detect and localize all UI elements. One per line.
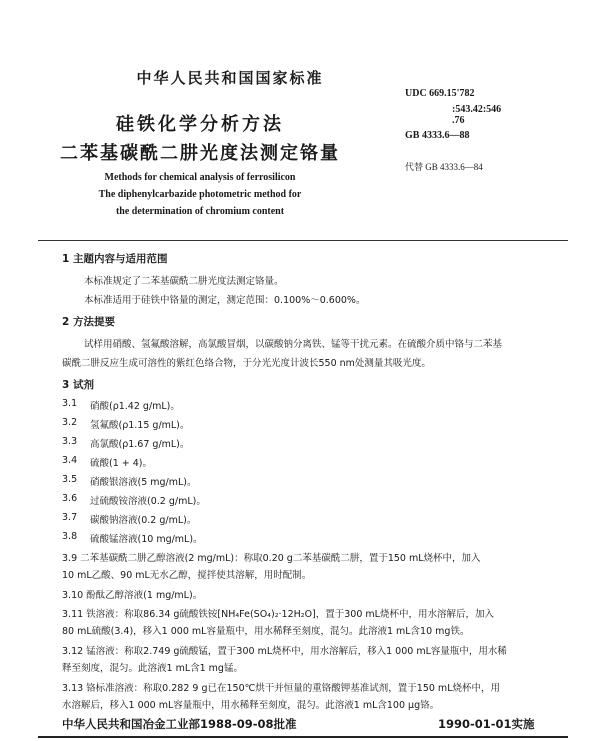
- udc-line3: .76: [452, 115, 465, 126]
- reagent-3-1-text: 硝酸(ρ1.42 g/mL)。: [90, 401, 180, 412]
- reagent-3-7-text: 碳酸钠溶液(0.2 g/mL)。: [90, 515, 197, 526]
- replaces-note: 代替 GB 4333.6—84: [405, 162, 483, 172]
- gb-code: GB 4333.6—88: [405, 130, 470, 141]
- section-1-para-2: 本标准适用于硅铁中铬量的测定，测定范围：0.100%～0.600%。: [84, 295, 366, 306]
- reagent-3-12-line1: 3.12 锰溶液：称取2.749 g硫酸锰，置于300 mL烧杯中，用水溶解后，移入1 000 mL容量瓶中，用水稀: [62, 646, 507, 657]
- reagent-3-6-num: 3.6: [62, 493, 78, 504]
- section-3-heading: 3 试剂: [62, 379, 94, 391]
- reagent-3-8-num: 3.8: [62, 531, 78, 542]
- reagent-3-2-text: 氢氟酸(ρ1.15 g/mL)。: [90, 420, 190, 431]
- udc-line1: UDC 669.15'782: [405, 88, 475, 99]
- reagent-3-13-line2: 水溶解后，移入1 000 mL容量瓶中，用水稀释至刻度，混匀。此溶液1 mL含100 μg铬。: [62, 700, 440, 711]
- reagent-3-5-num: 3.5: [62, 474, 78, 485]
- reagent-3-4-num: 3.4: [62, 455, 78, 466]
- title-en-line3: the determination of chromium content: [115, 206, 285, 217]
- footer-rule: [38, 736, 568, 738]
- section-2-heading: 2 方法提要: [62, 316, 115, 328]
- reagent-3-9-line1: 3.9 二苯基碳酰二肼乙醇溶液(2 mg/mL)：称取0.20 g二苯基碳酰二肼，置于150 mL烧杯中，加入: [62, 553, 481, 564]
- section-1-para-1: 本标准规定了二苯基碳酰二肼光度法测定铬量。: [84, 276, 284, 287]
- reagent-3-2-num: 3.2: [62, 417, 78, 428]
- section-1-heading: 1 主题内容与适用范围: [62, 253, 168, 265]
- title-cn-line2: 二苯基碳酰二肼光度法测定铬量: [60, 143, 340, 164]
- reagent-3-6-text: 过硫酸铵溶液(0.2 g/mL)。: [90, 496, 206, 507]
- reagent-3-1-num: 3.1: [62, 398, 78, 409]
- org-heading: 中华人民共和国国家标准: [136, 69, 324, 87]
- reagent-3-12-line2: 释至刻度，混匀。此溶液1 mL含1 mg锰。: [62, 663, 243, 674]
- reagent-3-3-text: 高氯酸(ρ1.67 g/mL)。: [90, 439, 190, 450]
- reagent-3-9-line2: 10 mL乙酸、90 mL无水乙醇，搅拌使其溶解，用时配制。: [62, 570, 312, 581]
- title-en-line1: Methods for chemical analysis of ferrosilicon: [104, 172, 296, 183]
- reagent-3-4-text: 硫酸(1 + 4)。: [90, 458, 153, 469]
- approval-note: 中华人民共和国冶金工业部1988-09-08批准: [62, 717, 297, 731]
- reagent-3-10: 3.10 酚酞乙醇溶液(1 mg/mL)。: [62, 590, 203, 601]
- reagent-3-3-num: 3.3: [62, 436, 78, 447]
- reagent-3-8-text: 硫酸锰溶液(10 mg/mL)。: [90, 534, 203, 545]
- reagent-3-11-line1: 3.11 铁溶液：称取86.34 g硫酸铁铵[NH₄Fe(SO₄)₂·12H₂O]，置于300 mL烧杯中，用水溶解后，加入: [62, 609, 494, 620]
- title-cn-line1: 硅铁化学分析方法: [116, 114, 284, 135]
- reagent-3-5-text: 硝酸银溶液(5 mg/mL)。: [90, 477, 197, 488]
- reagent-3-13-line1: 3.13 铬标准溶液：称取0.282 9 g已在150℃烘干并恒量的重铬酸钾基准试剂，置于150 mL烧杯中，用: [62, 683, 500, 694]
- implementation-date: 1990-01-01实施: [438, 717, 535, 731]
- udc-line2: :543.42:546: [452, 104, 502, 115]
- header-rule: [38, 240, 568, 241]
- section-2-para-2: 碳酰二肼反应生成可溶性的紫红色络合物，于分光光度计波长550 nm处测量其吸光度。: [62, 358, 431, 369]
- reagent-3-11-line2: 80 mL硫酸(3.4)，移入1 000 mL容量瓶中，用水稀释至刻度，混匀。此溶液1 mL含10 mg铁。: [62, 626, 470, 637]
- section-2-para-1: 试样用硝酸、氢氟酸溶解，高氯酸冒烟，以碳酸钠分离铁、锰等干扰元素。在硫酸介质中铬与二苯基: [84, 339, 503, 350]
- title-en-line2: The diphenylcarbazide photometric method for: [98, 189, 302, 200]
- reagent-3-7-num: 3.7: [62, 512, 78, 523]
